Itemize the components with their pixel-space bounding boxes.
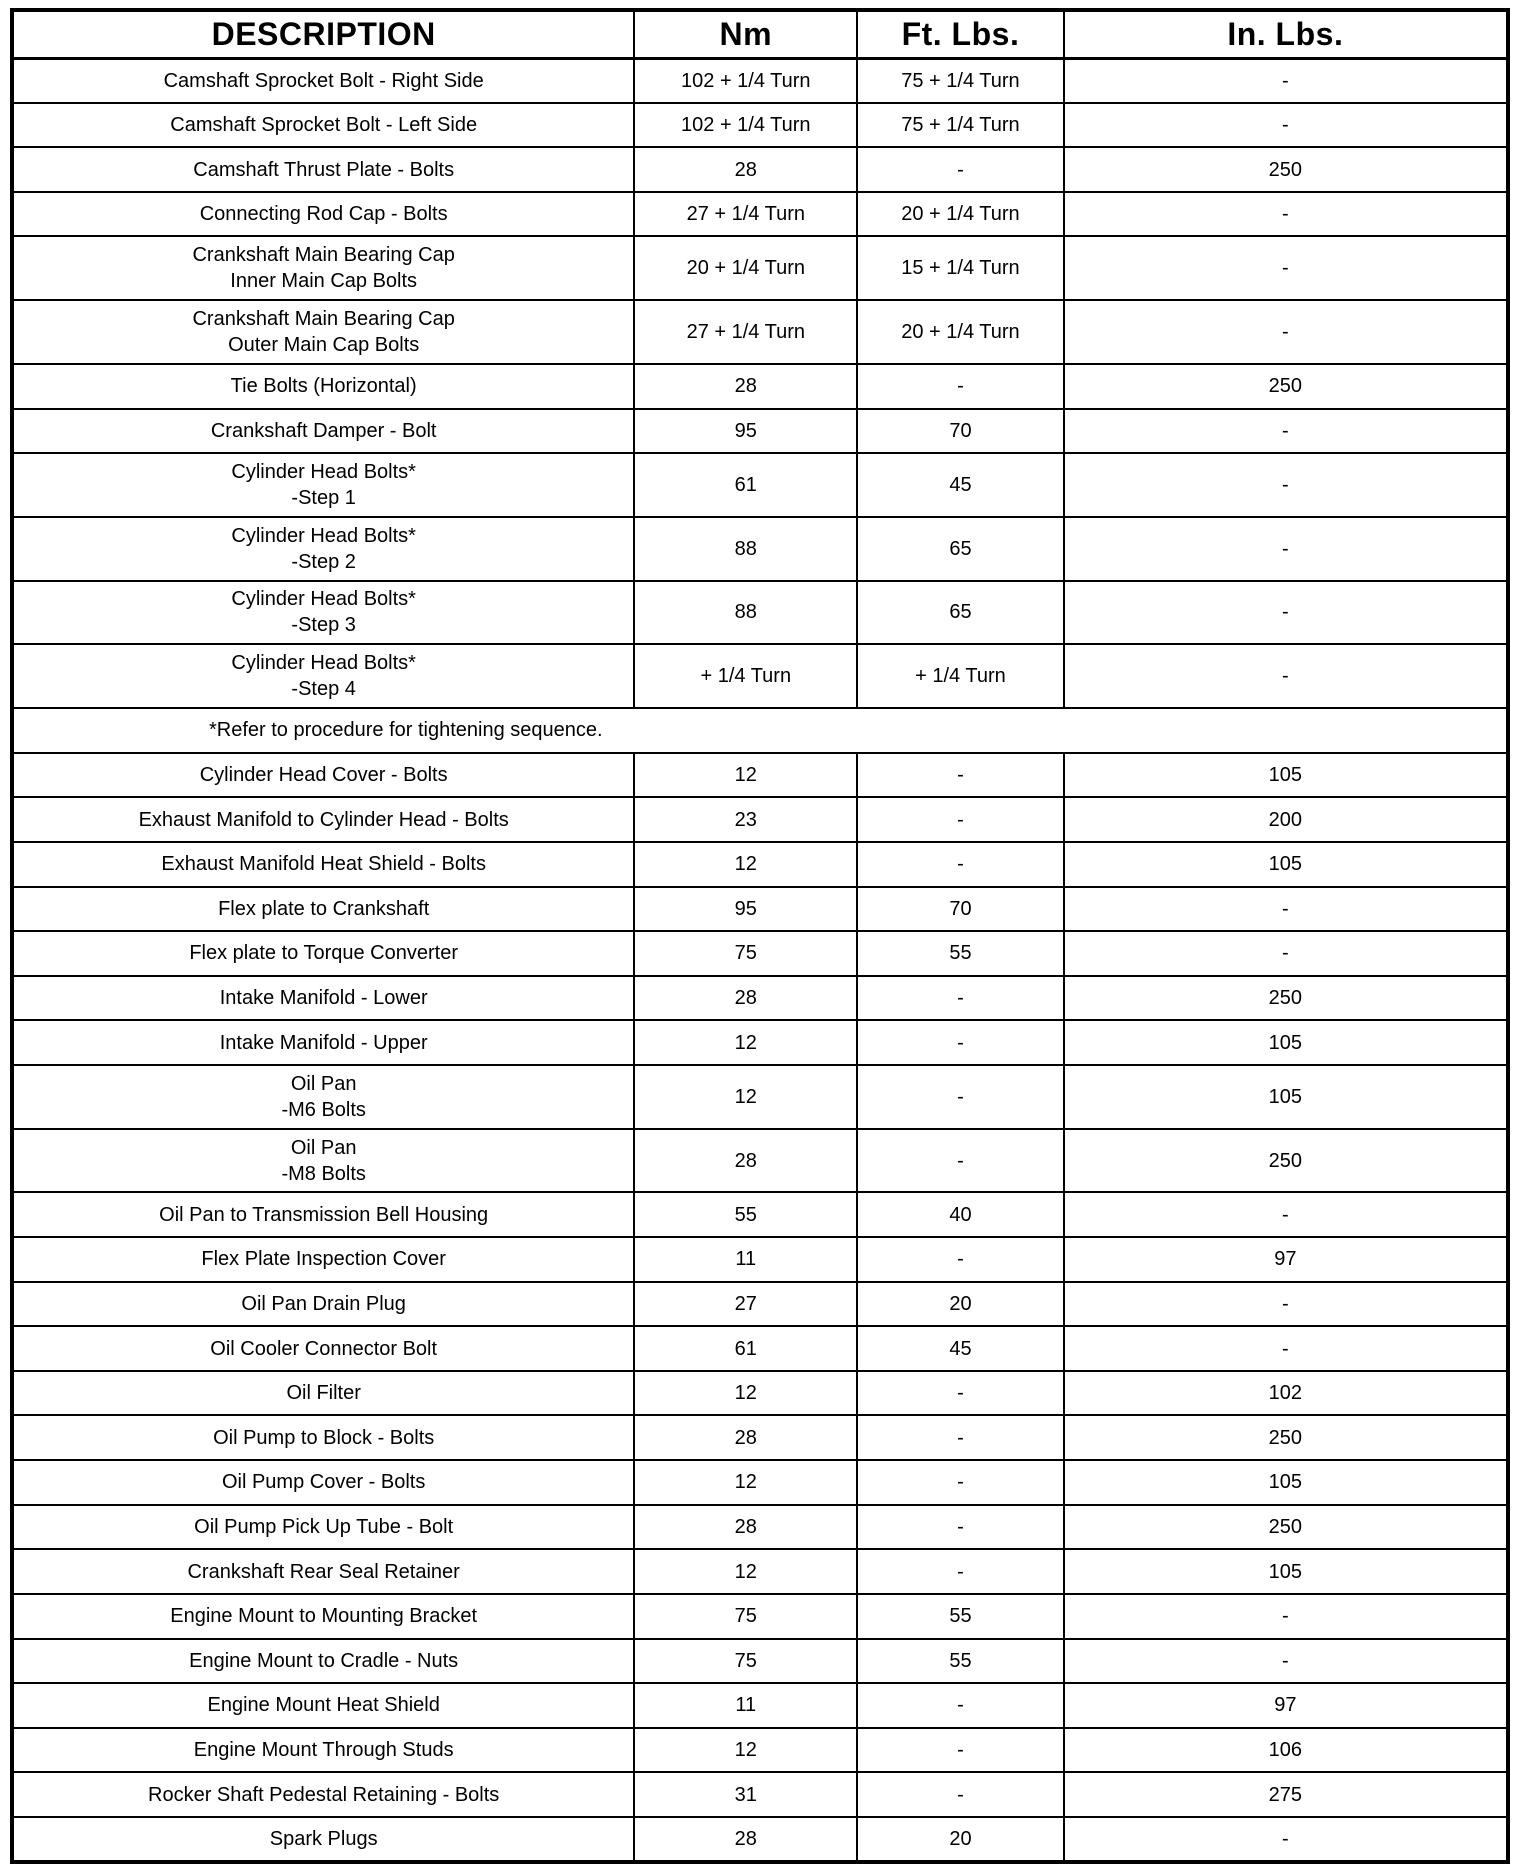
in-lbs-value-cell: - — [1064, 236, 1508, 300]
nm-value-cell: 31 — [634, 1772, 857, 1817]
ft-lbs-value-cell: - — [857, 1237, 1063, 1282]
description-cell — [12, 1772, 634, 1817]
ft-lbs-value-cell: 75 + 1/4 Turn — [857, 103, 1063, 148]
ft-lbs-value-cell: 20 — [857, 1817, 1063, 1862]
ft-lbs-value-cell: 20 — [857, 1282, 1063, 1327]
description-line: -Step 3 — [291, 614, 356, 637]
table-row — [12, 1549, 1508, 1594]
table-row — [12, 1817, 1508, 1862]
table-row — [12, 409, 1508, 454]
nm-value-cell: 12 — [634, 1065, 857, 1129]
description-cell — [12, 1020, 634, 1065]
table-row — [12, 147, 1508, 192]
table-row — [12, 300, 1508, 364]
ft-lbs-value-cell: 70 — [857, 887, 1063, 932]
description-cell — [12, 1129, 634, 1193]
in-lbs-value-cell: 105 — [1064, 1020, 1508, 1065]
description-line: Exhaust Manifold to Cylinder Head - Bolts — [138, 808, 509, 831]
ft-lbs-value-cell: 55 — [857, 1639, 1063, 1684]
in-lbs-value-cell: - — [1064, 1326, 1508, 1371]
in-lbs-value-cell: - — [1064, 103, 1508, 148]
nm-value-cell: 61 — [634, 1326, 857, 1371]
description-cell — [12, 147, 634, 192]
table-row — [12, 1505, 1508, 1550]
nm-value-cell: 23 — [634, 797, 857, 842]
nm-value-cell: 28 — [634, 147, 857, 192]
table-row — [12, 1728, 1508, 1773]
description-line: -Step 2 — [291, 550, 356, 573]
description-line: Camshaft Thrust Plate - Bolts — [193, 158, 455, 181]
description-cell — [12, 409, 634, 454]
table-row — [12, 453, 1508, 517]
in-lbs-value-cell: - — [1064, 192, 1508, 237]
in-lbs-value-cell: - — [1064, 409, 1508, 454]
description-line: Intake Manifold - Lower — [219, 987, 428, 1010]
in-lbs-value-cell: 250 — [1064, 1129, 1508, 1193]
description-line: Rocker Shaft Pedestal Retaining - Bolts — [148, 1783, 500, 1806]
description-cell — [12, 517, 634, 581]
description-line: Flex plate to Torque Converter — [189, 942, 458, 965]
in-lbs-value-cell: - — [1064, 887, 1508, 932]
in-lbs-value-cell: - — [1064, 1639, 1508, 1684]
description-cell — [12, 236, 634, 300]
table-header — [12, 10, 1508, 58]
description-line: -M6 Bolts — [281, 1098, 366, 1121]
nm-value-cell: 28 — [634, 1415, 857, 1460]
description-line: Cylinder Head Cover - Bolts — [199, 763, 448, 786]
in-lbs-value-cell: 250 — [1064, 1415, 1508, 1460]
description-line: Oil Filter — [286, 1382, 361, 1405]
in-lbs-value-cell: - — [1064, 517, 1508, 581]
description-cell — [12, 1817, 634, 1862]
ft-lbs-value-cell: 55 — [857, 1594, 1063, 1639]
description-line: -Step 1 — [291, 486, 356, 509]
description-cell — [12, 644, 634, 708]
ft-lbs-value-cell: - — [857, 1505, 1063, 1550]
in-lbs-value-cell: 97 — [1064, 1237, 1508, 1282]
description-line: Outer Main Cap Bolts — [228, 334, 420, 357]
ft-lbs-value-cell: 45 — [857, 1326, 1063, 1371]
nm-value-cell: 27 — [634, 1282, 857, 1327]
in-lbs-value-cell: - — [1064, 931, 1508, 976]
description-cell — [12, 1326, 634, 1371]
ft-lbs-value-cell: - — [857, 1728, 1063, 1773]
ft-lbs-value-cell: 20 + 1/4 Turn — [857, 300, 1063, 364]
description-line: Cylinder Head Bolts* — [231, 460, 416, 483]
description-cell — [12, 1192, 634, 1237]
ft-lbs-value-cell: 15 + 1/4 Turn — [857, 236, 1063, 300]
description-cell — [12, 976, 634, 1021]
description-line: Inner Main Cap Bolts — [230, 270, 418, 293]
description-cell — [12, 1065, 634, 1129]
in-lbs-value-cell: 200 — [1064, 797, 1508, 842]
nm-value-cell: + 1/4 Turn — [634, 644, 857, 708]
table-row — [12, 1065, 1508, 1129]
ft-lbs-value-cell: - — [857, 364, 1063, 409]
description-cell — [12, 1683, 634, 1728]
ft-lbs-value-cell: - — [857, 1549, 1063, 1594]
nm-value-cell: 75 — [634, 1594, 857, 1639]
in-lbs-value-cell: - — [1064, 1192, 1508, 1237]
nm-value-cell: 11 — [634, 1683, 857, 1728]
table-row — [12, 753, 1508, 798]
column-header-in-lbs: In. Lbs. — [1064, 10, 1508, 58]
in-lbs-value-cell: - — [1064, 1817, 1508, 1862]
ft-lbs-value-cell: 65 — [857, 581, 1063, 645]
in-lbs-value-cell: 105 — [1064, 1549, 1508, 1594]
nm-value-cell: 102 + 1/4 Turn — [634, 103, 857, 148]
column-header-description: DESCRIPTION — [12, 10, 634, 58]
ft-lbs-value-cell: - — [857, 1460, 1063, 1505]
nm-value-cell: 28 — [634, 1129, 857, 1193]
ft-lbs-value-cell: - — [857, 976, 1063, 1021]
description-line: Oil Pan to Transmission Bell Housing — [159, 1203, 489, 1226]
in-lbs-value-cell: 250 — [1064, 147, 1508, 192]
in-lbs-value-cell: 105 — [1064, 1460, 1508, 1505]
nm-value-cell: 20 + 1/4 Turn — [634, 236, 857, 300]
ft-lbs-value-cell: - — [857, 797, 1063, 842]
description-line: Connecting Rod Cap - Bolts — [199, 203, 448, 226]
description-cell — [12, 1282, 634, 1327]
in-lbs-value-cell: 105 — [1064, 1065, 1508, 1129]
nm-value-cell: 88 — [634, 581, 857, 645]
table-row — [12, 1129, 1508, 1193]
description-cell — [12, 1549, 634, 1594]
description-cell — [12, 797, 634, 842]
nm-value-cell: 12 — [634, 1728, 857, 1773]
description-cell — [12, 1371, 634, 1416]
description-line: Oil Pump Cover - Bolts — [221, 1471, 426, 1494]
description-cell — [12, 103, 634, 148]
footnote-text: *Refer to procedure for tightening sequence. — [12, 708, 1508, 753]
table-row — [12, 58, 1508, 103]
table-row — [12, 1237, 1508, 1282]
table-row — [12, 192, 1508, 237]
description-line: Crankshaft Main Bearing Cap — [192, 244, 455, 267]
description-line: -M8 Bolts — [281, 1162, 366, 1185]
in-lbs-value-cell: - — [1064, 581, 1508, 645]
nm-value-cell: 28 — [634, 1817, 857, 1862]
in-lbs-value-cell: 250 — [1064, 364, 1508, 409]
description-line: Intake Manifold - Upper — [219, 1031, 428, 1054]
description-line: Engine Mount to Cradle - Nuts — [189, 1649, 459, 1672]
table-row — [12, 364, 1508, 409]
table-row — [12, 797, 1508, 842]
description-cell — [12, 192, 634, 237]
description-line: Engine Mount Heat Shield — [207, 1694, 440, 1717]
nm-value-cell: 28 — [634, 1505, 857, 1550]
ft-lbs-value-cell: - — [857, 1772, 1063, 1817]
ft-lbs-value-cell: - — [857, 1371, 1063, 1416]
description-line: Cylinder Head Bolts* — [231, 588, 416, 611]
description-line: Oil Pump to Block - Bolts — [213, 1426, 435, 1449]
nm-value-cell: 61 — [634, 453, 857, 517]
nm-value-cell: 75 — [634, 1639, 857, 1684]
table-row — [12, 1020, 1508, 1065]
nm-value-cell: 27 + 1/4 Turn — [634, 300, 857, 364]
table-row — [12, 1460, 1508, 1505]
nm-value-cell: 12 — [634, 842, 857, 887]
nm-value-cell: 95 — [634, 409, 857, 454]
in-lbs-value-cell: 105 — [1064, 753, 1508, 798]
description-cell — [12, 1460, 634, 1505]
ft-lbs-value-cell: - — [857, 1415, 1063, 1460]
nm-value-cell: 88 — [634, 517, 857, 581]
in-lbs-value-cell: - — [1064, 1282, 1508, 1327]
nm-value-cell: 28 — [634, 364, 857, 409]
description-line: Cylinder Head Bolts* — [231, 524, 416, 547]
nm-value-cell: 102 + 1/4 Turn — [634, 58, 857, 103]
ft-lbs-value-cell: 45 — [857, 453, 1063, 517]
description-cell — [12, 1639, 634, 1684]
ft-lbs-value-cell: - — [857, 147, 1063, 192]
table-row — [12, 103, 1508, 148]
description-cell — [12, 887, 634, 932]
ft-lbs-value-cell: - — [857, 1020, 1063, 1065]
nm-value-cell: 12 — [634, 1549, 857, 1594]
column-header-ft-lbs: Ft. Lbs. — [857, 10, 1063, 58]
description-line: Cylinder Head Bolts* — [231, 652, 416, 675]
description-cell — [12, 931, 634, 976]
ft-lbs-value-cell: 55 — [857, 931, 1063, 976]
nm-value-cell: 11 — [634, 1237, 857, 1282]
ft-lbs-value-cell: - — [857, 1065, 1063, 1129]
description-line: Exhaust Manifold Heat Shield - Bolts — [161, 853, 486, 876]
description-line: Camshaft Sprocket Bolt - Left Side — [170, 113, 478, 136]
in-lbs-value-cell: - — [1064, 300, 1508, 364]
footnote-row — [12, 708, 1508, 753]
description-cell — [12, 453, 634, 517]
table-row — [12, 1639, 1508, 1684]
nm-value-cell: 12 — [634, 753, 857, 798]
ft-lbs-value-cell: 65 — [857, 517, 1063, 581]
in-lbs-value-cell: 102 — [1064, 1371, 1508, 1416]
in-lbs-value-cell: 106 — [1064, 1728, 1508, 1773]
ft-lbs-value-cell: 20 + 1/4 Turn — [857, 192, 1063, 237]
description-line: Spark Plugs — [269, 1827, 378, 1850]
description-line: Crankshaft Rear Seal Retainer — [187, 1560, 460, 1583]
nm-value-cell: 27 + 1/4 Turn — [634, 192, 857, 237]
nm-value-cell: 75 — [634, 931, 857, 976]
table-row — [12, 1192, 1508, 1237]
table-row — [12, 236, 1508, 300]
ft-lbs-value-cell: - — [857, 1683, 1063, 1728]
table-row — [12, 517, 1508, 581]
in-lbs-value-cell: 275 — [1064, 1772, 1508, 1817]
description-line: Camshaft Sprocket Bolt - Right Side — [163, 69, 484, 92]
description-cell — [12, 753, 634, 798]
description-cell — [12, 1415, 634, 1460]
ft-lbs-value-cell: 75 + 1/4 Turn — [857, 58, 1063, 103]
description-line: Oil Pan Drain Plug — [241, 1292, 406, 1315]
description-line: Flex plate to Crankshaft — [218, 897, 430, 920]
in-lbs-value-cell: 97 — [1064, 1683, 1508, 1728]
table-row — [12, 931, 1508, 976]
description-line: Engine Mount Through Studs — [193, 1739, 454, 1762]
table-row — [12, 842, 1508, 887]
description-cell — [12, 300, 634, 364]
table-row — [12, 1326, 1508, 1371]
table-row — [12, 887, 1508, 932]
description-line: Crankshaft Damper - Bolt — [210, 419, 437, 442]
description-line: Tie Bolts (Horizontal) — [230, 375, 417, 398]
ft-lbs-value-cell: - — [857, 1129, 1063, 1193]
description-cell — [12, 364, 634, 409]
ft-lbs-value-cell: + 1/4 Turn — [857, 644, 1063, 708]
description-line: Oil Pump Pick Up Tube - Bolt — [194, 1515, 454, 1538]
in-lbs-value-cell: - — [1064, 644, 1508, 708]
nm-value-cell: 55 — [634, 1192, 857, 1237]
ft-lbs-value-cell: - — [857, 842, 1063, 887]
description-cell — [12, 1237, 634, 1282]
description-line: Flex Plate Inspection Cover — [201, 1248, 446, 1271]
description-cell — [12, 581, 634, 645]
header-row — [12, 10, 1508, 58]
description-line: Engine Mount to Mounting Bracket — [170, 1605, 478, 1628]
description-line: -Step 4 — [291, 678, 356, 701]
in-lbs-value-cell: - — [1064, 58, 1508, 103]
nm-value-cell: 28 — [634, 976, 857, 1021]
table-row — [12, 1282, 1508, 1327]
nm-value-cell: 95 — [634, 887, 857, 932]
table-row — [12, 1772, 1508, 1817]
table-row — [12, 1371, 1508, 1416]
table-row — [12, 1683, 1508, 1728]
table-row — [12, 976, 1508, 1021]
table-row — [12, 644, 1508, 708]
nm-value-cell: 12 — [634, 1020, 857, 1065]
nm-value-cell: 12 — [634, 1371, 857, 1416]
description-cell — [12, 1728, 634, 1773]
description-line: Crankshaft Main Bearing Cap — [192, 308, 455, 331]
in-lbs-value-cell: 105 — [1064, 842, 1508, 887]
ft-lbs-value-cell: - — [857, 753, 1063, 798]
ft-lbs-value-cell: 70 — [857, 409, 1063, 454]
nm-value-cell: 12 — [634, 1460, 857, 1505]
in-lbs-value-cell: 250 — [1064, 1505, 1508, 1550]
description-cell — [12, 58, 634, 103]
description-cell — [12, 842, 634, 887]
in-lbs-value-cell: - — [1064, 453, 1508, 517]
table-row — [12, 1594, 1508, 1639]
description-line: Oil Cooler Connector Bolt — [210, 1337, 438, 1360]
torque-spec-table — [10, 8, 1510, 1864]
ft-lbs-value-cell: 40 — [857, 1192, 1063, 1237]
torque-table-body — [12, 58, 1508, 1862]
description-cell — [12, 1505, 634, 1550]
description-line: Oil Pan — [290, 1072, 357, 1095]
description-cell — [12, 1594, 634, 1639]
in-lbs-value-cell: 250 — [1064, 976, 1508, 1021]
description-line: Oil Pan — [290, 1136, 357, 1159]
in-lbs-value-cell: - — [1064, 1594, 1508, 1639]
column-header-nm: Nm — [634, 10, 857, 58]
table-row — [12, 581, 1508, 645]
table-row — [12, 1415, 1508, 1460]
